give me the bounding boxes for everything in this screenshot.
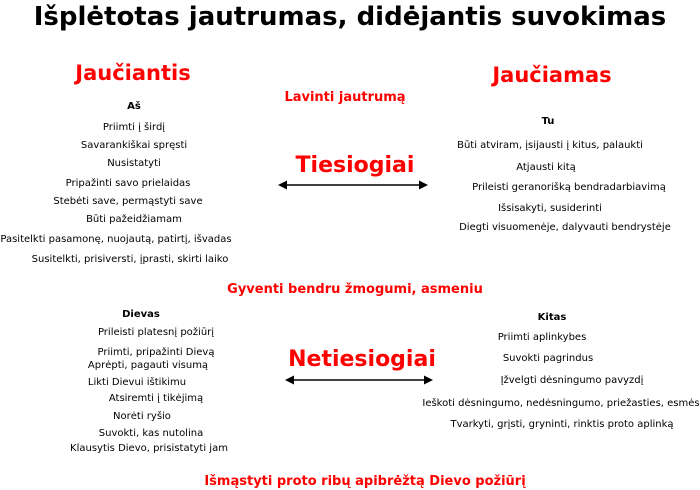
list-item: Ieškoti dėsningumo, nedėsningumo, priežasties, esmės xyxy=(422,398,700,409)
heading-right: Jaučiamas xyxy=(492,63,612,87)
list-item: Tvarkyti, grįsti, gryninti, rinktis proto aplinką xyxy=(450,419,674,430)
list-item: Pripažinti savo prielaidas xyxy=(65,178,191,189)
list-item: Suvokti, kas nutolina xyxy=(98,428,204,439)
list-item: Priimti, pripažinti Dievą xyxy=(97,347,215,358)
list-item: Būti atviram, įsijausti į kitus, palaukti xyxy=(457,140,643,151)
double-arrow-icon xyxy=(285,374,433,386)
subheading-right-top: Tu xyxy=(541,116,555,127)
list-item: Savarankiškai spręsti xyxy=(80,140,188,151)
list-item: Susitelkti, prisiversti, įprasti, skirti laiko xyxy=(31,254,229,265)
list-item: Norėti ryšio xyxy=(113,411,171,422)
label-contemplate-gods-view: Išmąstyti proto ribų apibrėžtą Dievo požiūrį xyxy=(204,474,526,489)
list-item: Stebėti save, permąstyti save xyxy=(53,196,203,207)
list-item: Atjausti kitą xyxy=(516,162,576,173)
label-indirectly: Netiesiogiai xyxy=(288,347,436,372)
list-item: Atsiremti į tikėjimą xyxy=(108,393,204,404)
subheading-right-bottom: Kitas xyxy=(537,312,567,323)
list-item: Pasitelkti pasamonę, nuojautą, patirtį, išvadas xyxy=(0,234,232,245)
list-item: Klausytis Dievo, prisistatyti jam xyxy=(70,443,228,454)
label-develop-sensitivity: Lavinti jautrumą xyxy=(284,90,406,105)
list-item: Priimti aplinkybes xyxy=(497,332,587,343)
list-item: Likti Dievui ištikimu xyxy=(87,377,187,388)
double-arrow-icon xyxy=(278,179,428,191)
list-item: Nusistatyti xyxy=(107,158,161,169)
heading-left: Jaučiantis xyxy=(75,61,191,85)
subheading-left-bottom: Dievas xyxy=(122,309,160,320)
diagram-title: Išplėtotas jautrumas, didėjantis suvokimas xyxy=(33,2,667,32)
label-directly: Tiesiogiai xyxy=(295,153,415,178)
list-item: Priimti į širdį xyxy=(102,122,166,133)
list-item: Diegti visuomenėje, dalyvauti bendrystėje xyxy=(459,222,671,233)
list-item: Išsisakyti, susiderinti xyxy=(498,203,602,214)
list-item: Prileisti geranorišką bendradarbiavimą xyxy=(472,182,666,193)
list-item: Suvokti pagrindus xyxy=(502,353,594,364)
subheading-left-top: Aš xyxy=(127,101,141,112)
list-item: Prileisti platesnį požiūrį xyxy=(97,327,215,338)
list-item: Įžvelgti dėsningumo pavyzdį xyxy=(500,375,644,386)
list-item: Aprėpti, pagauti visumą xyxy=(87,360,209,371)
label-live-as-common-person: Gyventi bendru žmogumi, asmeniu xyxy=(227,282,483,297)
list-item: Būti pažeidžiamam xyxy=(86,214,182,225)
